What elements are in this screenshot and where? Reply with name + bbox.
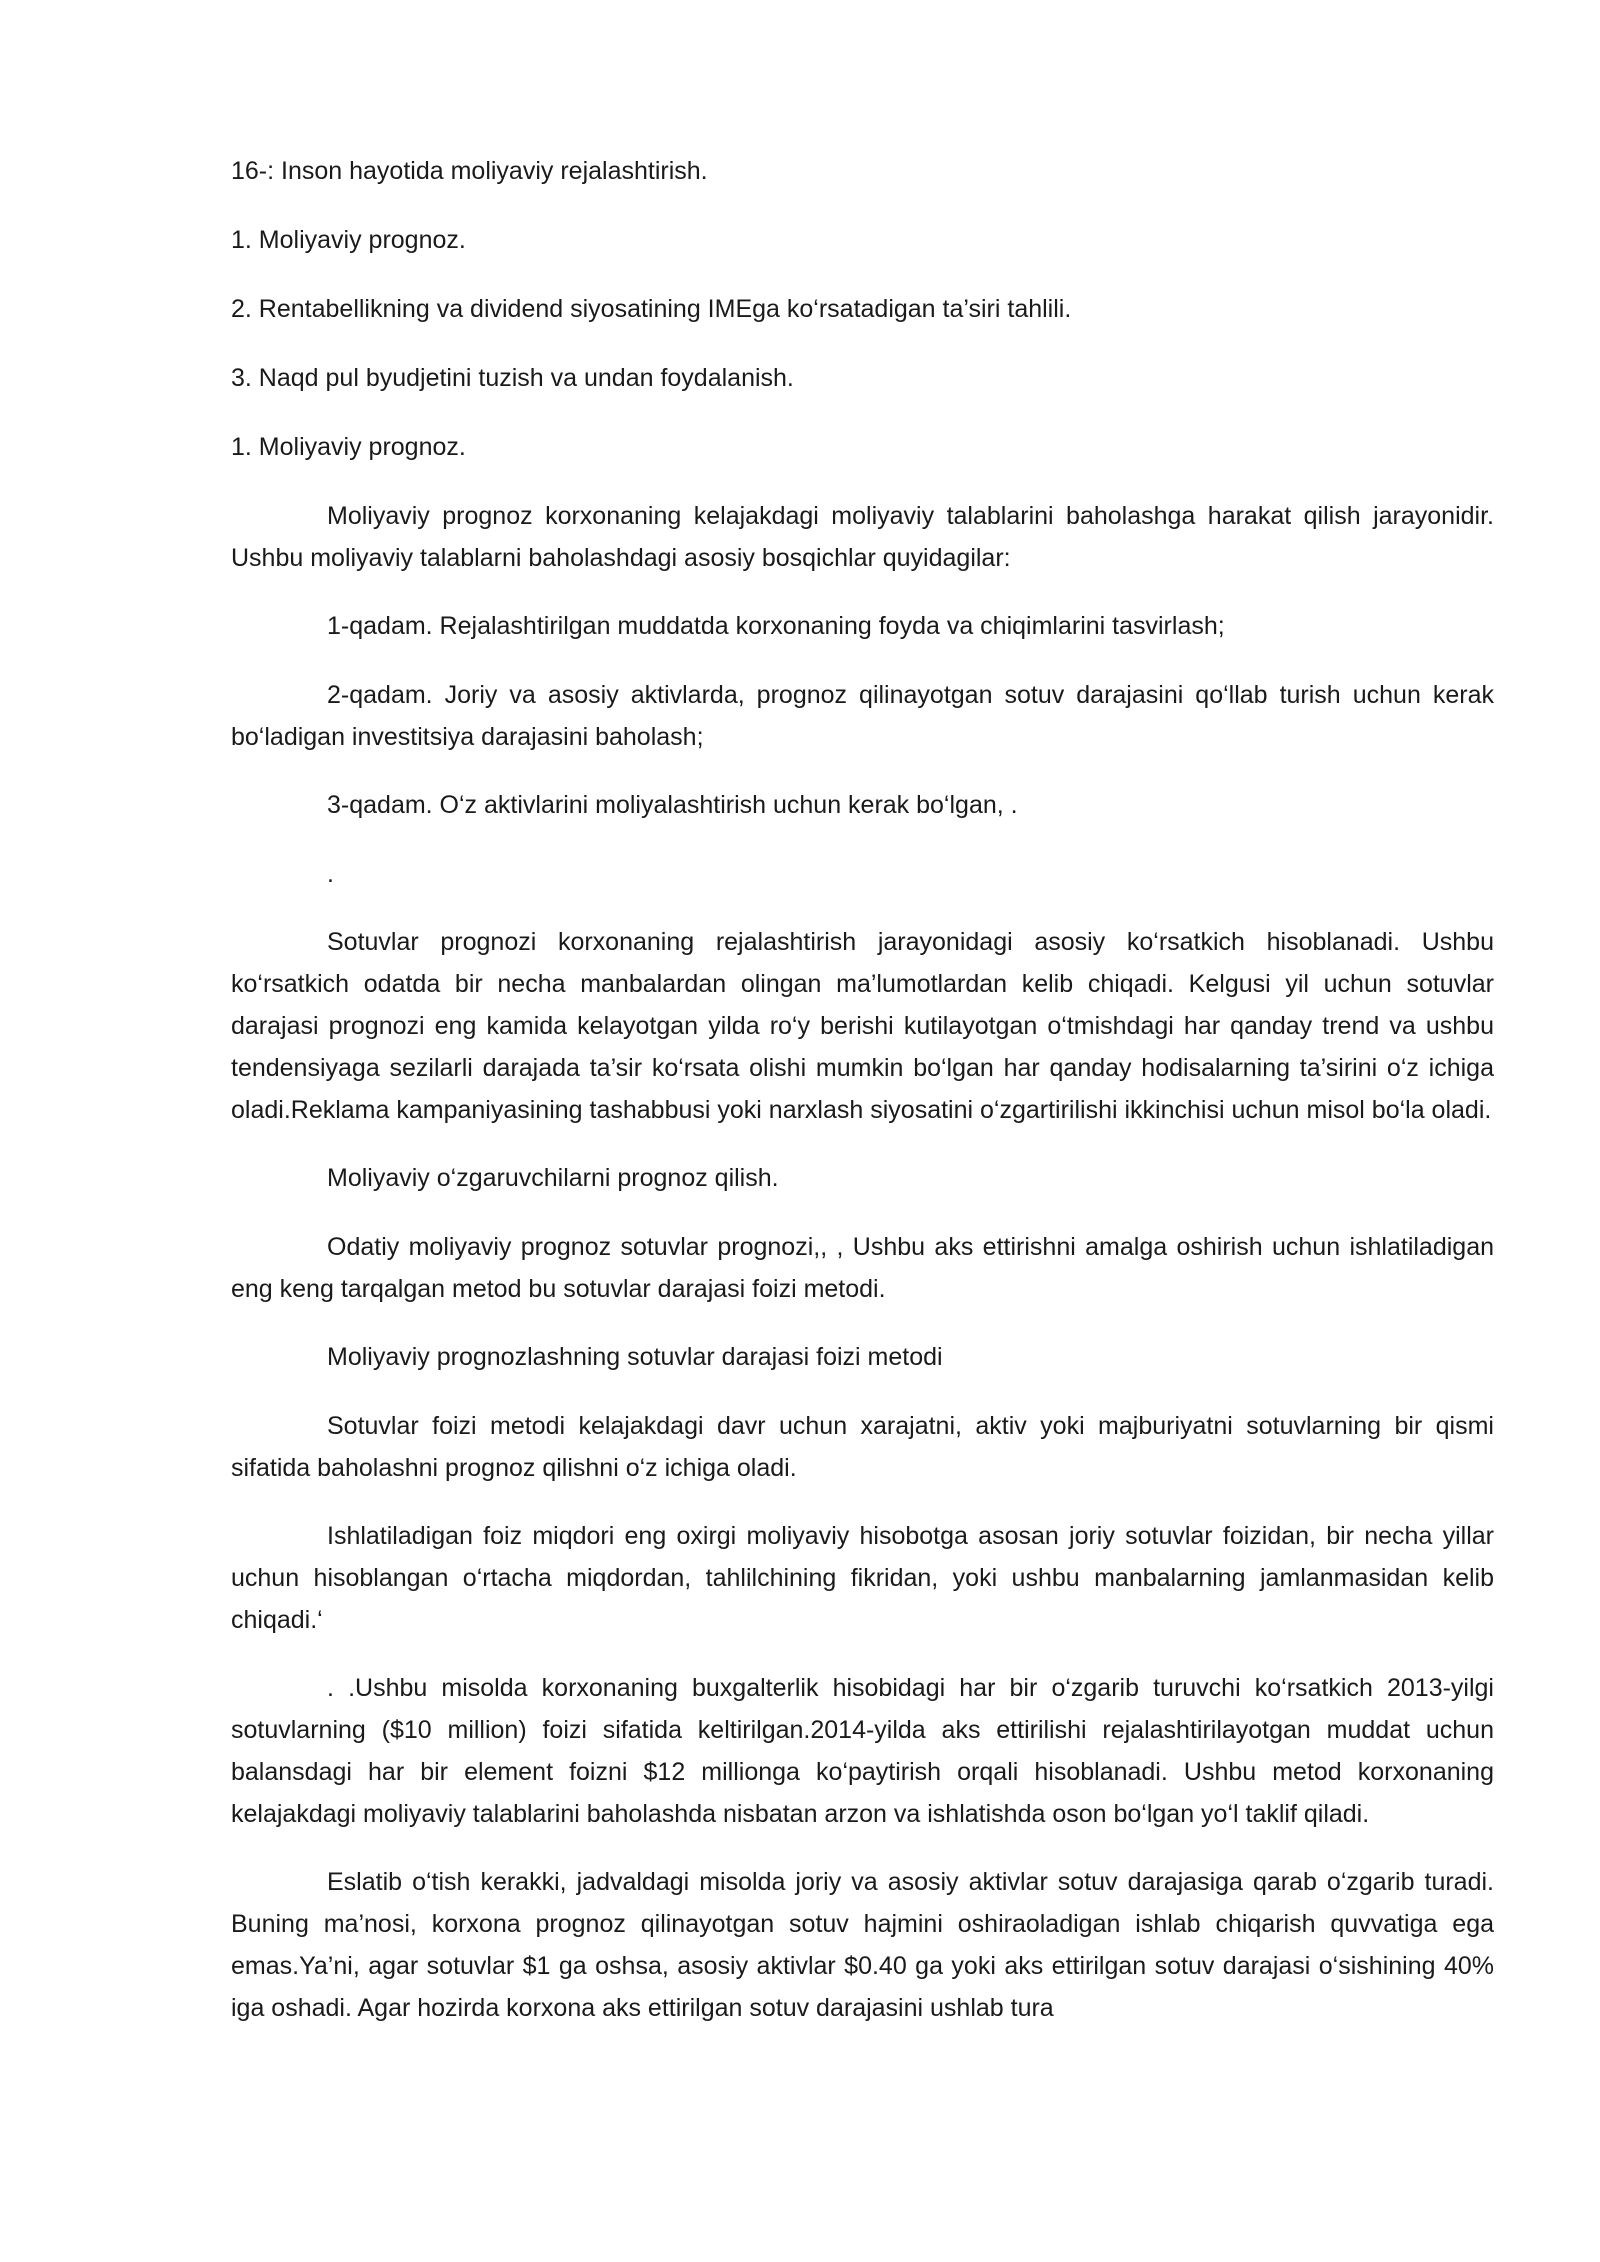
paragraph-percent-method: Sotuvlar foizi metodi kelajakdagi davr uchun xarajatni, aktiv yoki majburiyatni sotuvlarning bir qismi sifatida baholashni prognoz qilishni o‘z ichiga oladi.: [231, 1412, 1494, 1482]
step-2: 2-qadam. Joriy va asosiy aktivlarda, prognoz qilinayotgan sotuv darajasini qo‘llab turish uchun kerak bo‘ladigan investitsiya darajasini baholash;: [231, 681, 1494, 751]
paragraph-intro: Moliyaviy prognoz korxonaning kelajakdagi moliyaviy talablarini baholashga harakat qilish jarayonidir. Ushbu moliyaviy talablarni baholashdagi asosiy bosqichlar quyidagilar:: [231, 502, 1494, 572]
paragraph-note: Eslatib o‘tish kerakki, jadvaldagi misolda joriy va asosiy aktivlar sotuv darajasiga qarab o‘zgarib turadi. Buning ma’nosi, korxona prognoz qilinayotgan sotuv hajmini oshiraoladigan ishlab chiqarish quvvatiga ega emas.Ya’ni, agar sotuvlar $1 ga oshsa, asosiy aktivlar $0.40 ga yoki aks ettirilgan sotuv darajasi o‘sishining 40% iga oshadi. Agar hozirda korxona aks ettirilgan sotuv darajasini ushlab tura: [231, 1868, 1494, 2022]
stray-dot: .: [327, 860, 334, 888]
subheading-variables: Moliyaviy o‘zgaruvchilarni prognoz qilish.: [327, 1164, 779, 1192]
step-3: 3-qadam. O‘z aktivlarini moliyalashtirish uchun kerak bo‘lgan, .: [327, 791, 1018, 819]
paragraph-percent-source: Ishlatiladigan foiz miqdori eng oxirgi moliyaviy hisobotga asosan joriy sotuvlar foizidan, bir necha yillar uchun hisoblangan o‘rtacha miqdordan, tahlilchining fikridan, yoki ushbu manbalarning jamlanmasidan kelib chiqadi.‘: [231, 1522, 1494, 1634]
outline-item-3: 3. Naqd pul byudjetini tuzish va undan foydalanish.: [231, 364, 794, 392]
lecture-title: 16-: Inson hayotida moliyaviy rejalashtirish.: [231, 157, 708, 185]
document-page: [231, 150, 1494, 2055]
section-heading: 1. Moliyaviy prognoz.: [231, 433, 466, 461]
paragraph-example: . .Ushbu misolda korxonaning buxgalterlik hisobidagi har bir o‘zgarib turuvchi ko‘rsatkich 2013-yilgi sotuvlarning ($10 million) foizi sifatida keltirilgan.2014-yilda aks ettirilishi rejalashtirilayotgan muddat uchun balansdagi har bir element foizni $12 millionga ko‘paytirish orqali hisoblanadi. Ushbu metod korxonaning kelajakdagi moliyaviy talablarini baholashda nisbatan arzon va ishlatishda oson bo‘lgan yo‘l taklif qiladi.: [231, 1674, 1494, 1828]
step-1: 1-qadam. Rejalashtirilgan muddatda korxonaning foyda va chiqimlarini tasvirlash;: [327, 612, 1225, 640]
subheading-method: Moliyaviy prognozlashning sotuvlar darajasi foizi metodi: [327, 1343, 943, 1371]
paragraph-sales-forecast: Sotuvlar prognozi korxonaning rejalashtirish jarayonidagi asosiy ko‘rsatkich hisoblanadi. Ushbu ko‘rsatkich odatda bir necha manbalardan olingan ma’lumotlardan kelib chiqadi. Kelgusi yil uchun sotuvlar darajasi prognozi eng kamida kelayotgan yilda ro‘y berishi kutilayotgan o‘tmishdagi har qanday trend va ushbu tendensiyaga sezilarli darajada ta’sir ko‘rsata olishi mumkin bo‘lgan har qanday hodisalarning ta’sirini o‘z ichiga oladi.Reklama kampaniyasining tashabbusi yoki narxlash siyosatini o‘zgartirilishi ikkinchisi uchun misol bo‘la oladi.: [231, 928, 1494, 1124]
outline-item-2: 2. Rentabellikning va dividend siyosatining IMEga ko‘rsatadigan ta’siri tahlili.: [231, 295, 1072, 323]
outline-item-1: 1. Moliyaviy prognoz.: [231, 226, 466, 254]
paragraph-typical-forecast: Odatiy moliyaviy prognoz sotuvlar prognozi,, , Ushbu aks ettirishni amalga oshirish uchun ishlatiladigan eng keng tarqalgan metod bu sotuvlar darajasi foizi metodi.: [231, 1233, 1494, 1303]
